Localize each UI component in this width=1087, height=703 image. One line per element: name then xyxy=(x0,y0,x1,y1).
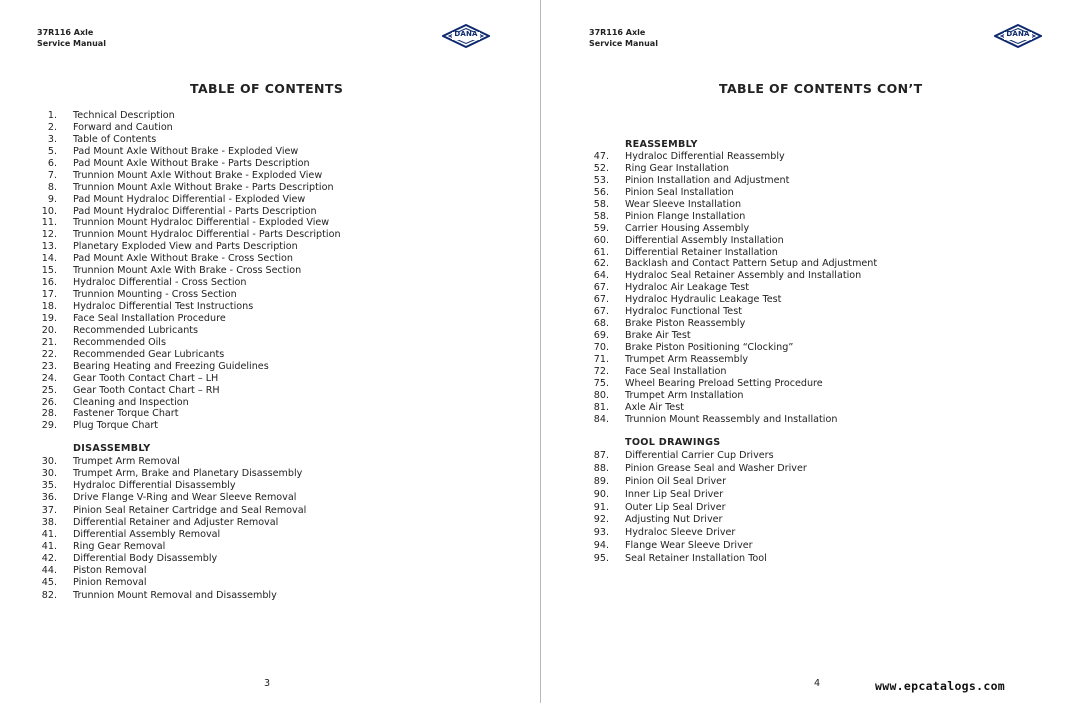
toc-entry-number: 13. xyxy=(41,241,57,253)
toc-entry-number: 94. xyxy=(593,540,609,552)
toc-entry-number: 36. xyxy=(41,492,57,504)
toc-entry-title: Axle Air Test xyxy=(625,401,684,413)
toc-entry-number: 84. xyxy=(593,413,609,425)
toc-entry-title: Pad Mount Axle Without Brake - Exploded View xyxy=(73,145,299,157)
toc-entry-number: 37. xyxy=(41,504,57,516)
toc-entry-title: Differential Body Disassembly xyxy=(73,553,218,565)
toc-entry-number: 6. xyxy=(47,157,57,169)
toc-entry-number: 18. xyxy=(41,301,57,312)
toc-entry-number: 60. xyxy=(593,234,609,246)
toc-entry-title: Plug Torque Chart xyxy=(73,420,159,432)
toc-entry-number: 53. xyxy=(593,174,609,186)
toc-entry-title: Pad Mount Axle Without Brake - Cross Section xyxy=(73,253,293,265)
toc-entry-title: Gear Tooth Contact Chart – LH xyxy=(73,372,219,384)
toc-entry-number: 95. xyxy=(593,553,609,565)
toc-entry-title: Bearing Heating and Freezing Guidelines xyxy=(73,360,269,372)
toc-entry-title: Pinion Grease Seal and Washer Driver xyxy=(625,462,807,474)
toc-entry-title: Ring Gear Removal xyxy=(73,540,166,552)
document-type-label: Service Manual xyxy=(37,39,106,48)
toc-entry-title: Pad Mount Hydraloc Differential - Exploded View xyxy=(73,193,306,205)
toc-entry-title: Brake Piston Positioning “Clocking” xyxy=(625,342,794,353)
toc-entry-title: Recommended Lubricants xyxy=(73,324,199,336)
toc-entry-number: 15. xyxy=(41,265,57,277)
section-heading-reassembly: REASSEMBLY xyxy=(625,139,698,150)
toc-entry-number: 24. xyxy=(41,372,57,384)
toc-entry-title: Trunnion Mount Axle Without Brake - Exploded View xyxy=(73,169,323,181)
toc-entry-title: Differential Retainer and Adjuster Removal xyxy=(73,516,279,528)
toc-entry-title: Hydraloc Differential - Cross Section xyxy=(73,277,247,289)
toc-entry-title: Differential Retainer Installation xyxy=(625,246,778,258)
manual-page-left xyxy=(0,0,540,703)
toc-entry-title: Pad Mount Hydraloc Differential - Parts Description xyxy=(73,205,317,217)
toc-entry-number: 58. xyxy=(593,198,609,210)
toc-entry-title: Brake Piston Reassembly xyxy=(625,318,746,330)
toc-entry-number: 91. xyxy=(593,501,609,513)
toc-entry-title: Face Seal Installation Procedure xyxy=(73,312,226,324)
toc-entry-title: Fastener Torque Chart xyxy=(73,408,179,420)
toc-entry-title: Outer Lip Seal Driver xyxy=(625,501,726,513)
toc-entry-title: Trumpet Arm Installation xyxy=(625,389,744,401)
toc-entry-number: 62. xyxy=(593,258,609,270)
toc-entry-title: Hydraloc Sleeve Driver xyxy=(625,527,736,539)
model-label: 37R116 Axle xyxy=(589,28,646,37)
toc-entry-title: Seal Retainer Installation Tool xyxy=(625,553,767,565)
toc-entry-number: 25. xyxy=(41,384,57,396)
toc-entry-title: Wheel Bearing Preload Setting Procedure xyxy=(625,377,823,389)
toc-entry-number: 47. xyxy=(593,151,609,162)
toc-entry-number: 23. xyxy=(41,360,57,372)
model-label: 37R116 Axle xyxy=(37,28,94,37)
manual-page-right xyxy=(541,0,1087,703)
toc-entry-number: 10. xyxy=(41,205,57,217)
toc-entry-title: Trumpet Arm, Brake and Planetary Disassembly xyxy=(73,468,303,480)
toc-entry-number: 80. xyxy=(593,389,609,401)
toc-entry-title: Pinion Oil Seal Driver xyxy=(625,475,727,487)
toc-entry-title: Piston Removal xyxy=(73,565,147,577)
toc-entry-title: Hydraloc Differential Disassembly xyxy=(73,480,236,492)
toc-entry-number: 44. xyxy=(41,565,57,577)
toc-entry-title: Trunnion Mount Reassembly and Installation xyxy=(625,413,838,425)
toc-entry-title: Trunnion Mount Axle With Brake - Cross Section xyxy=(73,265,302,277)
toc-entry-number: 16. xyxy=(41,277,57,289)
toc-title: TABLE OF CONTENTS CON’T xyxy=(719,81,923,96)
logo-text: DANA xyxy=(1006,30,1030,38)
toc-entry-title: Adjusting Nut Driver xyxy=(625,514,723,526)
toc-entry-number: 41. xyxy=(41,540,57,552)
toc-entry-number: 1. xyxy=(47,110,57,121)
toc-entry-number: 11. xyxy=(41,217,57,229)
toc-entry-number: 72. xyxy=(593,365,609,377)
toc-entry-title: Pinion Removal xyxy=(73,577,147,589)
toc-entry-number: 70. xyxy=(593,342,609,353)
toc-entry-title: Hydraloc Differential Test Instructions xyxy=(73,301,254,312)
toc-entry-title: Differential Assembly Installation xyxy=(625,234,784,246)
toc-entry-number: 28. xyxy=(41,408,57,420)
page-number: 4 xyxy=(814,678,821,689)
toc-entry-number: 14. xyxy=(41,253,57,265)
toc-entry-number: 67. xyxy=(593,294,609,306)
toc-entry-number: 17. xyxy=(41,289,57,301)
page-number: 3 xyxy=(264,678,271,689)
toc-entry-number: 75. xyxy=(593,377,609,389)
toc-entry-title: Flange Wear Sleeve Driver xyxy=(625,540,753,552)
toc-entry-title: Inner Lip Seal Driver xyxy=(625,488,724,500)
toc-entry-title: Trumpet Arm Reassembly xyxy=(625,353,749,365)
toc-entry-number: 30. xyxy=(41,456,57,467)
toc-entry-title: Hydraloc Seal Retainer Assembly and Installation xyxy=(625,270,862,282)
toc-entry-number: 69. xyxy=(593,330,609,342)
toc-entry-number: 58. xyxy=(593,210,609,222)
toc-entry-title: Trunnion Mounting - Cross Section xyxy=(73,289,237,301)
toc-entry-number: 90. xyxy=(593,488,609,500)
toc-entry-title: Hydraloc Differential Reassembly xyxy=(625,151,785,162)
toc-entry-number: 35. xyxy=(41,480,57,492)
toc-entry-number: 38. xyxy=(41,516,57,528)
toc-entry-number: 42. xyxy=(41,553,57,565)
toc-entry-number: 12. xyxy=(41,229,57,241)
toc-entry-number: 3. xyxy=(47,133,57,145)
section-heading-disassembly: DISASSEMBLY xyxy=(73,443,151,454)
toc-entry-number: 71. xyxy=(593,353,609,365)
toc-entry-title: Backlash and Contact Pattern Setup and Adjustment xyxy=(625,258,878,270)
toc-entry-number: 64. xyxy=(593,270,609,282)
toc-entry-title: Trumpet Arm Removal xyxy=(73,456,180,467)
toc-entry-title: Drive Flange V-Ring and Wear Sleeve Removal xyxy=(73,492,297,504)
toc-entry-number: 88. xyxy=(593,462,609,474)
toc-entry-number: 93. xyxy=(593,527,609,539)
document-header xyxy=(37,27,106,49)
toc-entry-title: Pad Mount Axle Without Brake - Parts Description xyxy=(73,157,310,169)
toc-entry-number: 52. xyxy=(593,162,609,174)
toc-entry-number: 2. xyxy=(47,121,57,133)
toc-entry-number: 45. xyxy=(41,577,57,589)
toc-entry-number: 82. xyxy=(41,589,57,601)
toc-entry-title: Pinion Seal Retainer Cartridge and Seal Removal xyxy=(73,504,307,516)
section-heading-tool-drawings: TOOL DRAWINGS xyxy=(625,437,721,448)
toc-entry-number: 19. xyxy=(41,312,57,324)
toc-entry-number: 41. xyxy=(41,528,57,540)
toc-entry-number: 5. xyxy=(47,145,57,157)
toc-entry-title: Pinion Flange Installation xyxy=(625,210,746,222)
toc-entry-number: 89. xyxy=(593,475,609,487)
toc-entry-title: Planetary Exploded View and Parts Description xyxy=(73,241,298,253)
toc-entry-title: Trunnion Mount Hydraloc Differential - Parts Description xyxy=(73,229,341,241)
toc-entry-number: 81. xyxy=(593,401,609,413)
toc-entry-title: Hydraloc Air Leakage Test xyxy=(625,282,750,294)
toc-entry-title: Table of Contents xyxy=(73,133,157,145)
toc-entry-number: 68. xyxy=(593,318,609,330)
toc-entry-number: 87. xyxy=(593,450,609,461)
toc-entry-number: 21. xyxy=(41,336,57,348)
toc-entry-title: Pinion Seal Installation xyxy=(625,186,734,198)
toc-entry-title: Forward and Caution xyxy=(73,121,173,133)
toc-entry-number: 20. xyxy=(41,324,57,336)
toc-entry-title: Trunnion Mount Axle Without Brake - Parts Description xyxy=(73,181,334,193)
toc-entry-number: 30. xyxy=(41,468,57,480)
dana-logo xyxy=(442,24,490,48)
toc-entry-number: 61. xyxy=(593,246,609,258)
toc-entry-number: 67. xyxy=(593,306,609,318)
toc-entry-title: Cleaning and Inspection xyxy=(73,396,189,408)
toc-entry-number: 22. xyxy=(41,348,57,360)
toc-entry-number: 8. xyxy=(47,181,57,193)
toc-entry-title: Recommended Gear Lubricants xyxy=(73,348,225,360)
watermark-url: www.epcatalogs.com xyxy=(875,679,1006,693)
toc-entry-title: Pinion Installation and Adjustment xyxy=(625,174,790,186)
toc-entry-title: Differential Assembly Removal xyxy=(73,528,221,540)
toc-entry-number: 67. xyxy=(593,282,609,294)
toc-entry-number: 56. xyxy=(593,186,609,198)
toc-entry-title: Carrier Housing Assembly xyxy=(625,222,750,234)
toc-entry-title: Differential Carrier Cup Drivers xyxy=(625,450,774,461)
toc-entry-title: Ring Gear Installation xyxy=(625,162,729,174)
toc-entry-number: 7. xyxy=(47,169,57,181)
toc-entry-title: Hydraloc Functional Test xyxy=(625,306,742,318)
toc-entry-title: Technical Description xyxy=(73,110,175,121)
toc-entry-number: 9. xyxy=(47,193,57,205)
toc-entry-title: Brake Air Test xyxy=(625,330,691,342)
toc-entry-number: 29. xyxy=(41,420,57,432)
toc-entry-title: Hydraloc Hydraulic Leakage Test xyxy=(625,294,782,306)
toc-entry-title: Gear Tooth Contact Chart – RH xyxy=(73,384,220,396)
document-header xyxy=(589,27,658,49)
toc-entry-title: Trunnion Mount Removal and Disassembly xyxy=(73,589,277,601)
toc-entry-title: Wear Sleeve Installation xyxy=(625,198,742,210)
toc-entry-number: 59. xyxy=(593,222,609,234)
toc-entry-title: Face Seal Installation xyxy=(625,365,727,377)
toc-entry-title: Recommended Oils xyxy=(73,336,166,348)
toc-entry-number: 26. xyxy=(41,396,57,408)
toc-entry-number: 92. xyxy=(593,514,609,526)
toc-entry-title: Trunnion Mount Hydraloc Differential - Exploded View xyxy=(73,217,330,229)
logo-text: DANA xyxy=(454,30,478,38)
dana-logo xyxy=(994,24,1042,48)
toc-title: TABLE OF CONTENTS xyxy=(190,81,344,96)
document-type-label: Service Manual xyxy=(589,39,658,48)
